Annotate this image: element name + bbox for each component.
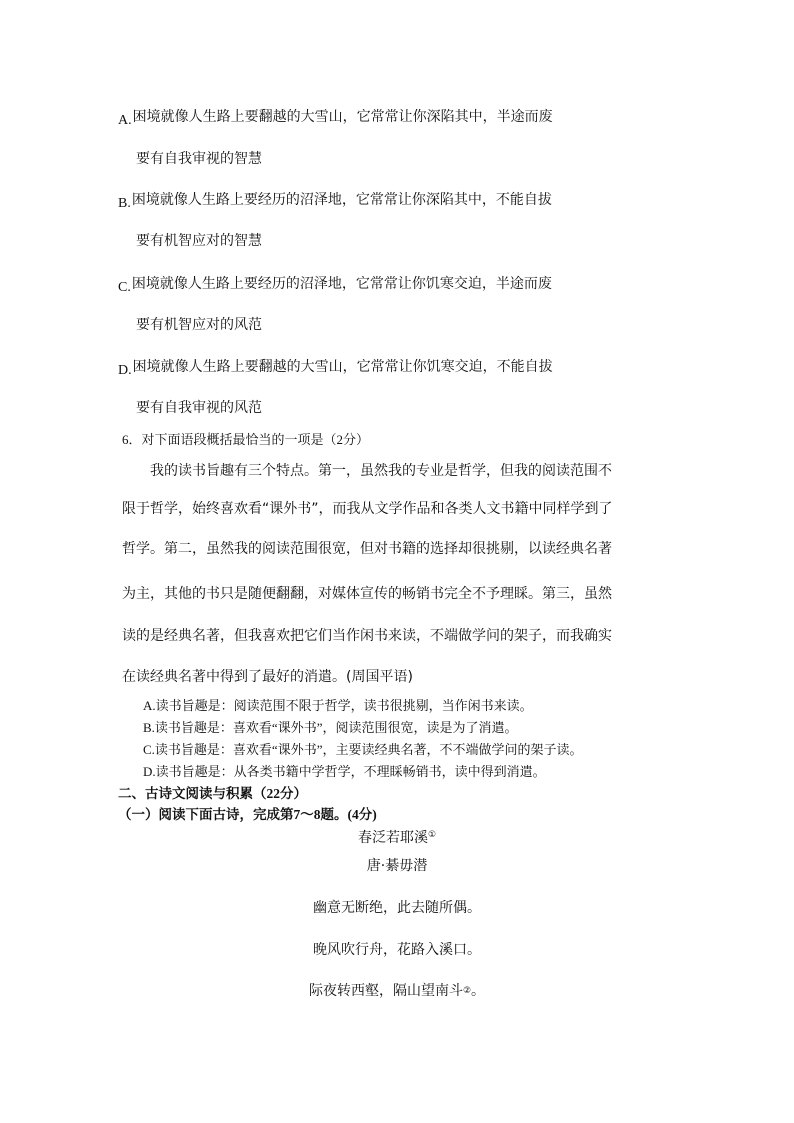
poem-title: 春泛若耶溪 [357,830,428,846]
choice-a-letter: A. [118,113,132,128]
passage-line-4: 为主，其他的书只是随便翻翻，对媒体宣传的畅销书完全不予理睬。第三，虽然 [122,586,612,602]
poem-title-line [0,826,794,847]
q6-option-a: A.读书旨趣是：阅读范围不限于哲学，读书很挑剔，当作闲书来读。 [143,698,533,713]
choice-b-text: 困境就像人生路上要经历的沼泽地，它常常让你深陷其中，不能自拔 [131,192,552,208]
choice-d-text: 困境就像人生路上要翻越的大雪山，它常常让你饥寒交迫，不能自拔 [132,359,553,375]
choice-d-letter: D. [118,363,132,378]
choice-d-line1 [118,358,553,380]
choice-d-line2: 要有自我审视的风范 [136,400,262,416]
choice-c-line2: 要有机智应对的风范 [136,317,262,333]
poem-line-3-wrap [0,982,794,1000]
question-6-stem: 6．对下面语段概括最恰当的一项是（2分） [122,432,370,447]
choice-a-text: 困境就像人生路上要翻越的大雪山，它常常让你深陷其中，半途而废 [132,109,553,125]
poem-line-3: 际夜转西壑，隔山望南斗 [308,983,463,999]
poem-line-3-end: 。 [471,983,486,999]
choice-a-line1 [118,108,553,130]
q6-option-b: B.读书旨趣是：喜欢看“课外书”，阅读范围很宽，读是为了消遣。 [143,720,518,735]
q6-option-d: D.读书旨趣是：从各类书籍中学哲学，不理睬畅销书，读中得到消遣。 [143,764,546,779]
choice-a-line2: 要有自我审视的智慧 [136,151,262,167]
choice-c-line1 [118,275,552,297]
poem-title-footnote: ① [427,830,437,840]
passage-line-3: 哲学。第二，虽然我的阅读范围很宽，但对书籍的选择却很挑剔，以读经典名著 [122,541,612,557]
choice-b-line2: 要有机智应对的智慧 [136,233,262,249]
choice-c-text: 困境就像人生路上要经历的沼泽地，它常常让你饥寒交迫，半途而废 [131,276,552,292]
passage-line-2: 限于哲学，始终喜欢看“课外书”，而我从文学作品和各类人文书籍中同样学到了 [122,501,613,517]
choice-b-line1 [118,191,552,213]
poem-line-1: 幽意无断绝，此去随所偶。 [313,900,481,916]
passage-line-1: 我的读书旨趣有三个特点。第一，虽然我的专业是哲学，但我的阅读范围不 [150,463,612,479]
choice-c-letter: C. [118,280,131,295]
poem-line-2: 晚风吹行舟，花路入溪口。 [313,942,481,958]
passage-line-6: 在读经典名著中得到了最好的消遣。(周国平语) [122,669,413,685]
passage-line-5: 读的是经典名著，但我喜欢把它们当作闲书来读，不端做学问的架子，而我确实 [122,628,612,644]
section-2-subheading: （一）阅读下面古诗，完成第7～8题。(4分) [118,807,377,822]
poem-author: 唐·綦毋潜 [366,858,428,874]
section-2-heading: 二、古诗文阅读与积累（22分） [118,786,307,801]
choice-b-letter: B. [118,196,131,211]
poem-line-3-footnote: ② [462,986,472,996]
q6-option-c: C.读书旨趣是：喜欢看“课外书”，主要读经典名著，不不端做学问的架子读。 [143,742,583,757]
